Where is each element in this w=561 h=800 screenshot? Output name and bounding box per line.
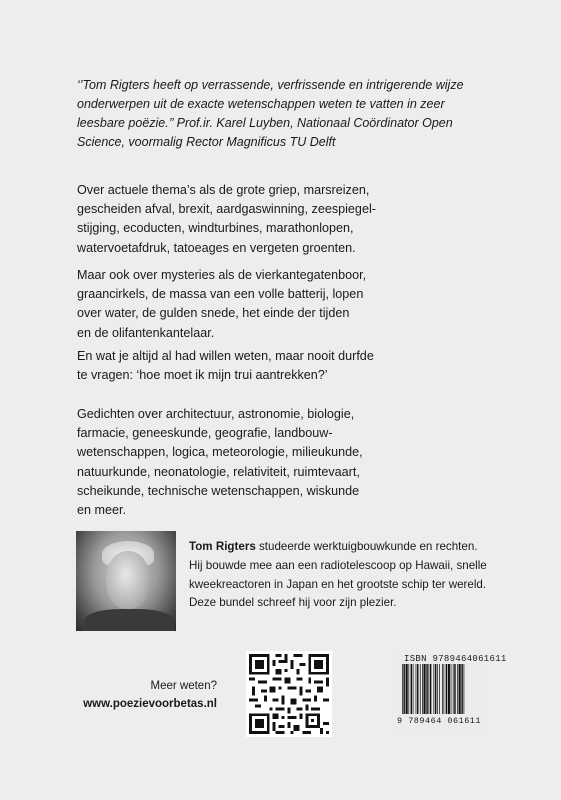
barcode-bar: [426, 664, 427, 714]
isbn-label: ISBN 9789464061611: [404, 654, 507, 664]
blurb-paragraph-subjects: [77, 405, 497, 520]
barcode-bar: [430, 664, 431, 714]
barcode-bar: [453, 664, 454, 714]
barcode-bar: [454, 664, 455, 714]
barcode-bar: [459, 664, 461, 714]
qr-code-icon[interactable]: [246, 651, 332, 737]
barcode-bar: [408, 664, 409, 714]
blurb-line: Over actuele thema’s als de grote griep, marsreizen,: [77, 183, 370, 197]
blurb-line: En wat je altijd al had willen weten, maar nooit durfde: [77, 349, 374, 363]
blurb-line: Gedichten over architectuur, astronomie, biologie,: [77, 407, 355, 421]
author-bio: [189, 538, 509, 613]
barcode-bar: [416, 664, 417, 714]
barcode-bar: [420, 664, 421, 714]
barcode-bar: [435, 664, 436, 714]
quote-line: onderwerpen uit de exacte wetenschappen weten te vatten in zeer: [77, 97, 445, 111]
quote-line: ‘’Tom Rigters heeft op verrassende, verfrissende en intrigerende wijze: [77, 78, 464, 92]
blurb-line: en de olifantenkantelaar.: [77, 325, 215, 340]
blurb-line: graancirkels, de massa van een volle batterij, lopen: [77, 287, 364, 302]
barcode-bar: [413, 664, 414, 714]
barcode-bar: [433, 664, 434, 714]
barcode-bar: [402, 664, 403, 714]
quote-line: Science, voormalig Rector Magnificus TU Delft: [77, 135, 336, 149]
bio-line: Deze bundel schreef hij voor zijn plezier.: [189, 596, 397, 610]
author-photo: [76, 531, 176, 631]
blurb-paragraph-topical: [77, 181, 497, 258]
barcode-bar: [448, 664, 450, 714]
barcode-bar: [444, 664, 445, 714]
blurb-line: gescheiden afval, brexit, aardgaswinning, zeespiegel-: [77, 202, 376, 217]
bio-first-line: [189, 538, 509, 557]
barcode-bar: [417, 664, 418, 714]
blurb-line: over water, de gulden snede, het einde der tijden: [77, 306, 350, 321]
barcode-bar: [439, 664, 440, 714]
author-shirt: [84, 609, 174, 631]
barcode-bar: [461, 664, 462, 714]
barcode-bar: [406, 664, 408, 714]
blurb-paragraph-mysteries: [77, 266, 497, 343]
blurb-line: watervoetafdruk, tatoeages en vergeten groenten.: [77, 240, 356, 255]
barcode-digits: 9 789464 061611: [397, 716, 482, 726]
blurb-line: natuurkunde, neonatologie, relativiteit, ruimtevaart,: [77, 464, 360, 479]
more-info-label: Meer weten?: [150, 680, 217, 692]
author-face: [106, 551, 150, 609]
barcode-bar: [442, 664, 443, 714]
barcode-bar: [423, 664, 425, 714]
barcode-bar: [411, 664, 412, 714]
blurb-line: en meer.: [77, 503, 127, 518]
blurb-line: Maar ook over mysteries als de vierkantegatenboor,: [77, 268, 367, 282]
blurb-paragraph-questions: [77, 347, 497, 385]
website-link[interactable]: www.poezievoorbetas.nl: [83, 698, 217, 710]
barcode-bar: [403, 664, 404, 714]
author-name: Tom Rigters: [189, 540, 256, 553]
endorsement-quote: [77, 76, 517, 152]
blurb-line: wetenschappen, logica, meteorologie, milieukunde,: [77, 445, 363, 460]
barcode-bar: [422, 664, 423, 714]
bio-first-line-rest: studeerde werktuigbouwkunde en rechten.: [255, 540, 478, 553]
blurb-line: stijging, ecoducten, windturbines, marathonlopen,: [77, 221, 354, 236]
blurb-line: farmacie, geneeskunde, geografie, landbouw-: [77, 426, 333, 441]
barcode-bar: [464, 664, 465, 714]
barcode-bar: [428, 664, 429, 714]
more-info: [77, 677, 217, 713]
blurb-line: te vragen: ‘hoe moet ik mijn trui aantrekken?’: [77, 368, 328, 383]
bio-line: Hij bouwde mee aan een radiotelescoop op Hawaii, snelle: [189, 558, 487, 572]
barcode-bar: [451, 664, 452, 714]
barcode-bar: [446, 664, 447, 714]
blurb-line: scheikunde, technische wetenschappen, wiskunde: [77, 483, 360, 498]
bio-line: kweekreactoren in Japan en het grootste schip ter wereld.: [189, 577, 487, 591]
barcode-bars: [402, 664, 482, 714]
barcode-bar: [437, 664, 438, 714]
barcode-bar: [457, 664, 458, 714]
quote-line: leesbare poëzie.’’ Prof.ir. Karel Luyben, Nationaal Coördinator Open: [77, 116, 453, 130]
